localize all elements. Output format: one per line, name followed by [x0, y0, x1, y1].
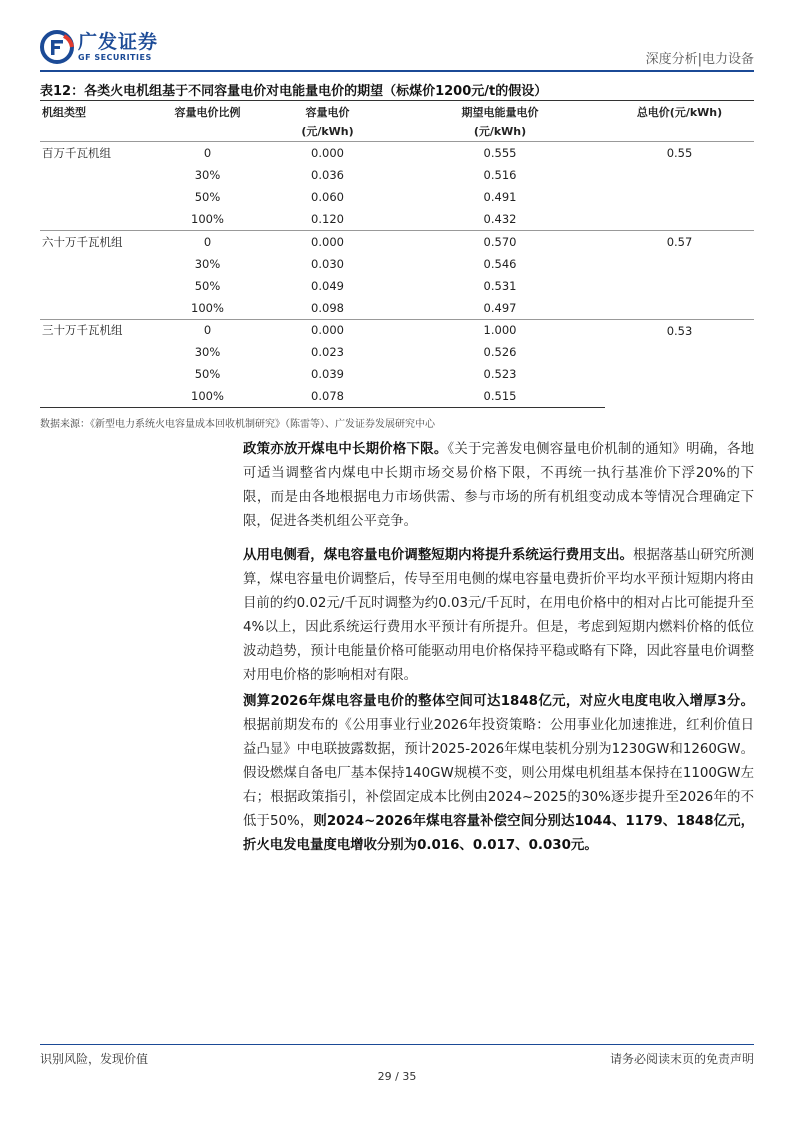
- exp-price-cell: 0.546: [483, 256, 517, 271]
- exp-price-cell: 0.523: [483, 367, 517, 382]
- paragraph-2-body: 根据落基山研究所测算，煤电容量电价调整后，传导至用电侧的煤电容量电费折价平均水平预计短期内将由目前的约0.02元/千瓦时调整为约0.03元/千瓦时，在用电价格中的相对占比可能提升至4%以上，因此系统运行费用水平预计有所提升。但是，考虑到短期内燃料价格的低位波动趋势，预计电能量价格可能驱动用电价格保持平稳或略有下降，因此容量电价调整对用电价格的影响相对有限。: [243, 548, 755, 683]
- page-header: [40, 26, 754, 68]
- exp-price-cell: 1.000: [395, 319, 605, 341]
- brand-logo: [40, 26, 158, 68]
- ratio-cell: 30%: [194, 167, 221, 182]
- footer-divider: [40, 1044, 754, 1045]
- paragraph-3-lead: 测算2026年煤电容量电价的整体空间可达1848亿元，对应火电度电收入增厚3分。: [243, 694, 754, 709]
- table-body: [40, 142, 754, 408]
- gf-logo-icon: [40, 30, 74, 64]
- paragraph-3-tail: 则2024~2026年煤电容量补偿空间分别达1044、1179、1848亿元，折火电发电量度电增收分别为0.016、0.017、0.030元。: [243, 814, 754, 853]
- exp-price-cell: 0.526: [483, 345, 517, 360]
- cap-price-cell: 0.060: [311, 189, 344, 204]
- ratio-cell: 0: [155, 230, 260, 252]
- ratio-cell: 100%: [191, 300, 224, 315]
- header-divider: [40, 70, 754, 72]
- page-number: 29 / 35: [377, 1070, 417, 1083]
- total-price-cell: 0.57: [605, 230, 754, 319]
- total-price-cell: 0.53: [605, 319, 754, 408]
- header-cap-unit: (元/kWh): [301, 124, 354, 138]
- ratio-cell: 30%: [194, 345, 221, 360]
- exp-price-cell: 0.432: [483, 211, 517, 226]
- brand-name-en: GF SECURITIES: [78, 53, 152, 62]
- table-title: 表12：各类火电机组基于不同容量电价对电能量电价的期望（标煤价1200元/t的假设）: [40, 84, 548, 99]
- paragraph-3-body: 根据前期发布的《公用事业行业2026年投资策略：公用事业化加速推进，红利价值日益凸显》中电联披露数据，预计2025-2026年煤电装机分别为1230GW和1260GW。假设燃煤自备电厂基本保持140GW规模不变，则公用煤电机组基本保持在1100GW左右；根据政策指引，补偿固定成本比例由2024~2025的30%逐步提升至2026年的不低于50%，: [243, 718, 754, 829]
- price-table-grid: [40, 101, 754, 408]
- ratio-cell: 50%: [194, 278, 221, 293]
- exp-price-cell: 0.516: [483, 167, 517, 182]
- exp-price-cell: 0.515: [395, 386, 605, 408]
- cap-price-cell: 0.000: [260, 230, 395, 252]
- exp-price-cell: 0.497: [483, 300, 517, 315]
- cap-price-cell: 0.078: [260, 386, 395, 408]
- price-table: [40, 100, 754, 408]
- footer-disclaimer: 请务必阅读末页的免责声明: [609, 1052, 754, 1066]
- paragraph-1: [243, 438, 754, 534]
- cap-price-cell: 0.120: [311, 211, 344, 226]
- ratio-cell: 50%: [194, 189, 221, 204]
- cap-price-cell: 0.030: [311, 256, 344, 271]
- table-row: [40, 319, 754, 341]
- ratio-cell: 100%: [155, 386, 260, 408]
- header-ratio: 容量电价比例: [174, 106, 241, 119]
- header-cap-price: 容量电价: [305, 106, 350, 119]
- header-exp-unit: (元/kWh): [473, 124, 527, 138]
- cap-price-cell: 0.039: [311, 367, 344, 382]
- header-type: 机组类型: [42, 106, 86, 119]
- exp-price-cell: 0.570: [395, 230, 605, 252]
- cap-price-cell: 0.000: [311, 145, 344, 160]
- ratio-cell: 30%: [194, 256, 221, 271]
- exp-price-cell: 0.555: [483, 145, 517, 160]
- cap-price-cell: 0.023: [311, 345, 344, 360]
- exp-price-cell: 0.531: [483, 278, 517, 293]
- table-source: 数据来源：《新型电力系统火电容量成本回收机制研究》（陈雷等）、广发证券发展研究中心: [40, 419, 435, 430]
- header-exp-price: 期望电能量电价: [461, 106, 539, 119]
- unit-type-cell: 六十万千瓦机组: [40, 230, 155, 252]
- ratio-cell: 0: [203, 145, 212, 160]
- report-section: 深度分析|电力设备: [645, 52, 754, 67]
- cap-price-cell: 0.036: [311, 167, 344, 182]
- table-row: [40, 142, 754, 164]
- paragraph-1-body: 《关于完善发电侧容量电价机制的通知》明确，各地可适当调整省内煤电中长期市场交易价格下限，不再统一执行基准价下浮20%的下限，而是由各地根据电力市场供需、参与市场的所有机组变动成本等情况合理确定下限，促进各类机组公平竞争。: [243, 442, 754, 529]
- cap-price-cell: 0.098: [311, 300, 344, 315]
- paragraph-3: [243, 690, 754, 858]
- header-total: 总电价(元/kWh): [636, 106, 723, 119]
- footer-slogan: 识别风险，发现价值: [40, 1052, 149, 1066]
- exp-price-cell: 0.491: [483, 189, 517, 204]
- cap-price-cell: 0.000: [260, 319, 395, 341]
- ratio-cell: 0: [155, 319, 260, 341]
- table-row: [40, 230, 754, 252]
- unit-type-cell: 百万千瓦机组: [42, 145, 111, 160]
- total-price-cell: 0.55: [666, 145, 693, 160]
- cap-price-cell: 0.049: [311, 278, 344, 293]
- ratio-cell: 50%: [194, 367, 221, 382]
- unit-type-cell: 三十万千瓦机组: [40, 319, 155, 341]
- brand-name-cn: 广发证券: [78, 31, 159, 53]
- ratio-cell: 100%: [191, 211, 224, 226]
- paragraph-2-lead: 从用电侧看，煤电容量电价调整短期内将提升系统运行费用支出。: [243, 548, 634, 563]
- paragraph-1-lead: 政策亦放开煤电中长期价格下限。: [243, 442, 448, 457]
- paragraph-2: [243, 544, 754, 688]
